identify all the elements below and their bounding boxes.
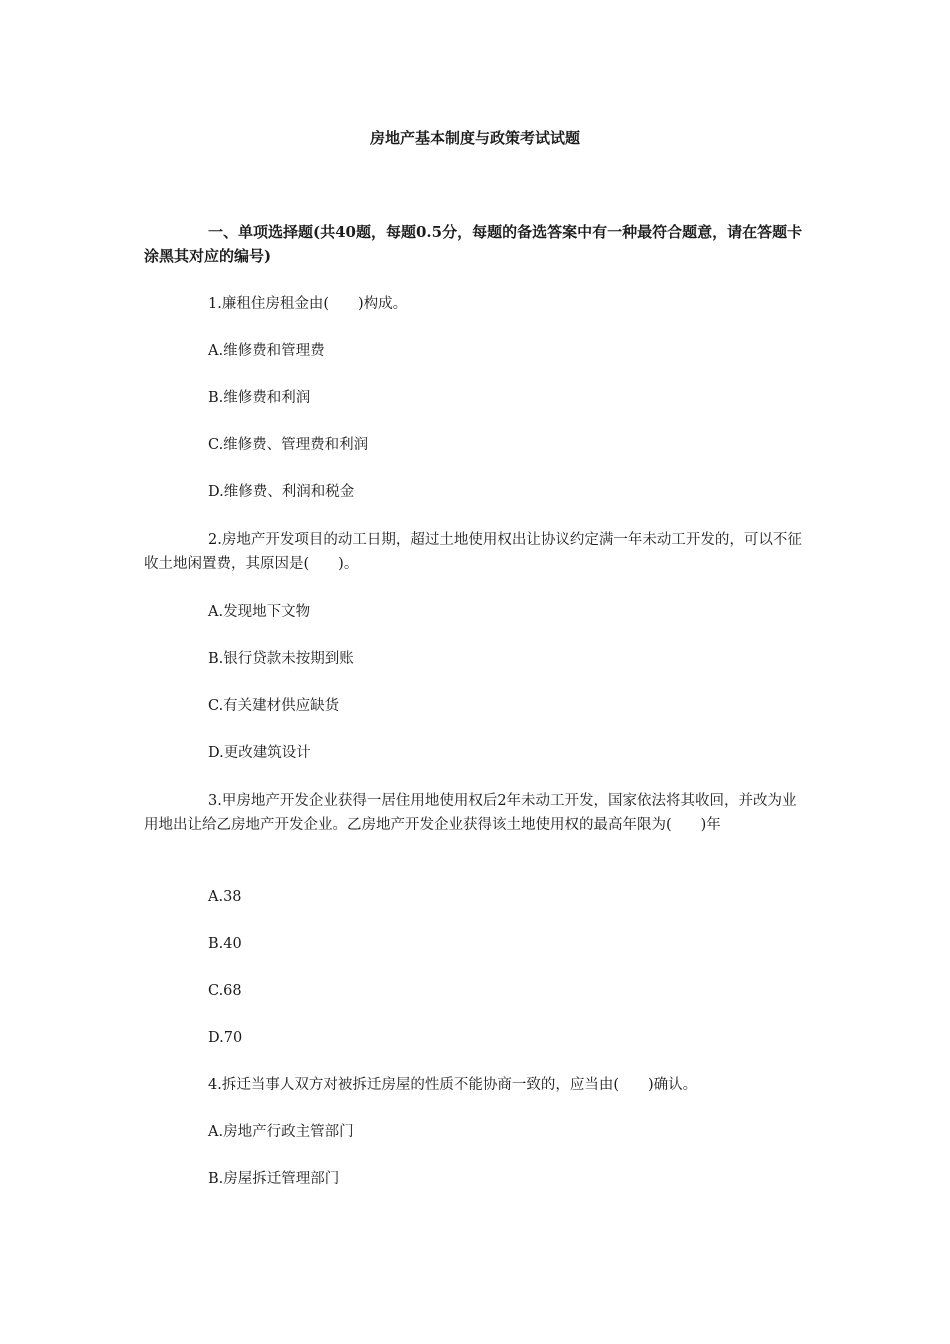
- question-2-option-b: B.银行贷款未按期到账: [208, 651, 354, 667]
- question-3-option-d: D.70: [208, 1030, 243, 1046]
- question-4-stem: 4.拆迁当事人双方对被拆迁房屋的性质不能协商一致的，应当由( )确认。: [208, 1077, 698, 1093]
- question-4-option-a: A.房地产行政主管部门: [208, 1124, 354, 1140]
- document-title: 房地产基本制度与政策考试试题: [369, 129, 580, 147]
- question-3-stem: 3.甲房地产开发企业获得一居住用地使用权后2年未动工开发，国家依法将其收回，并改为业用地出让给乙房地产开发企业。乙房地产开发企业获得该土地使用权的最高年限为( )年: [144, 793, 797, 833]
- question-3-option-b: B.40: [208, 936, 242, 952]
- question-1-option-c: C.维修费、管理费和利润: [208, 437, 369, 453]
- question-3-option-a: A.38: [208, 889, 242, 905]
- question-2-option-a: A.发现地下文物: [208, 604, 311, 620]
- question-2-option-c: C.有关建材供应缺货: [208, 698, 340, 714]
- question-4-option-b: B.房屋拆迁管理部门: [208, 1171, 340, 1187]
- section-heading: 一、单项选择题(共40题，每题0.5分，每题的备选答案中有一种最符合题意，请在答题卡涂黑其对应的编号): [144, 223, 803, 265]
- question-1-option-b: B.维修费和利润: [208, 390, 311, 406]
- question-1-stem: 1.廉租住房租金由( )构成。: [208, 296, 408, 312]
- question-3-option-c: C.68: [208, 983, 242, 999]
- question-2-stem: 2.房地产开发项目的动工日期，超过土地使用权出让协议约定满一年未动工开发的，可以不征收土地闲置费，其原因是( )。: [144, 532, 802, 572]
- question-1-option-a: A.维修费和管理费: [208, 343, 325, 359]
- question-1-option-d: D.维修费、利润和税金: [208, 484, 355, 500]
- question-2-option-d: D.更改建筑设计: [208, 745, 311, 761]
